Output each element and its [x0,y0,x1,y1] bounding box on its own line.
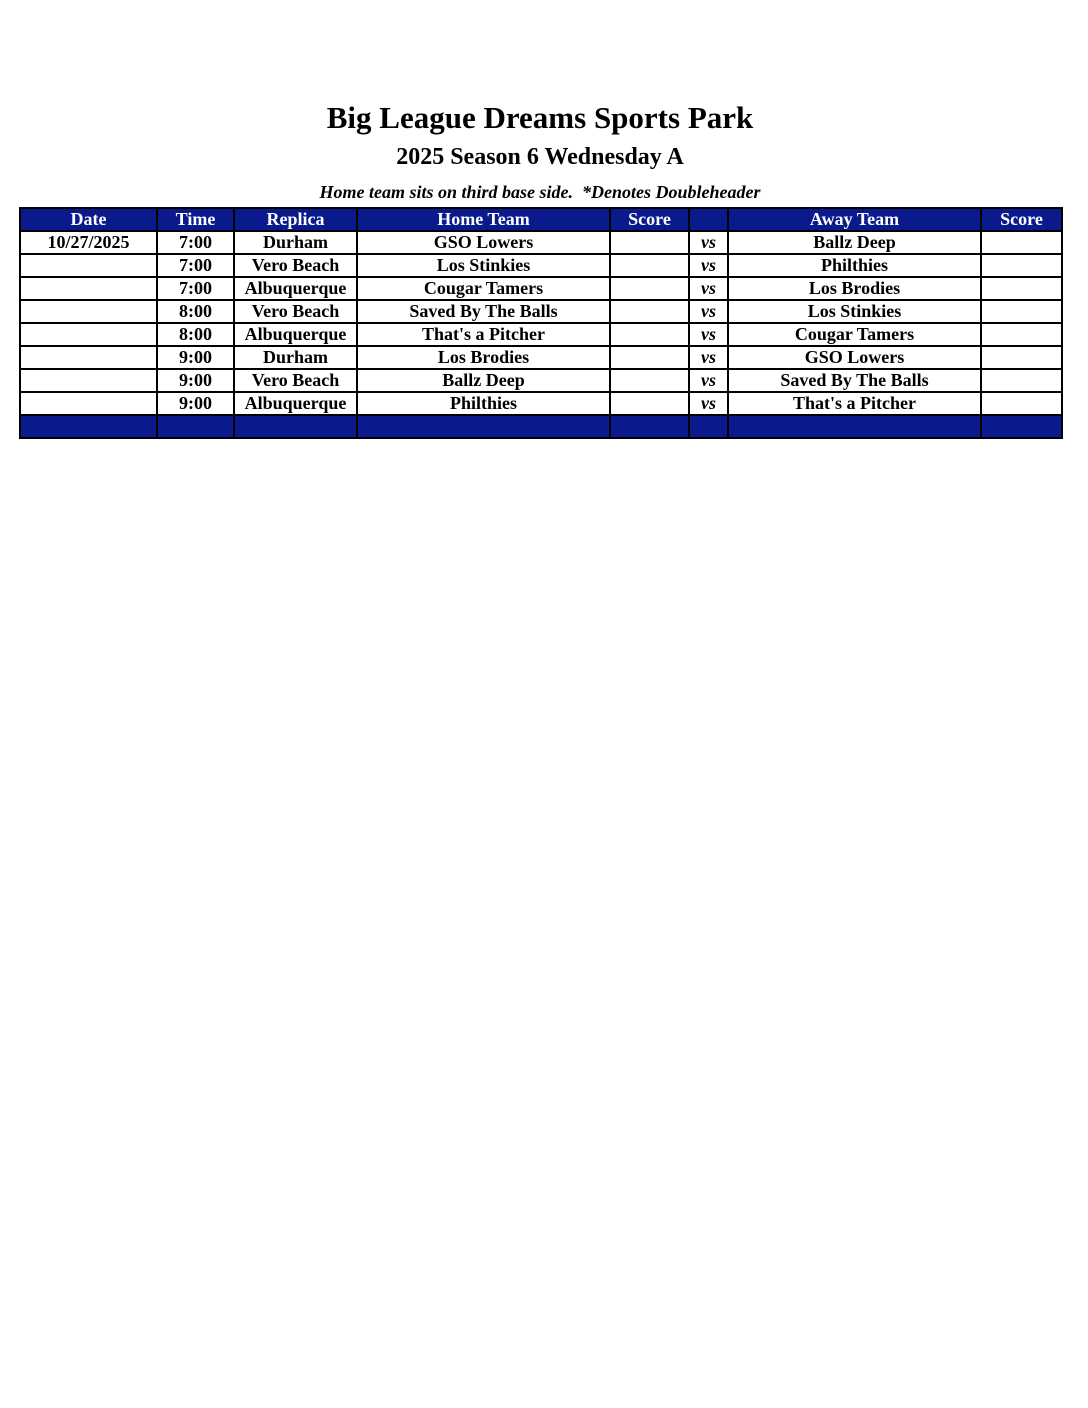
page-title: Big League Dreams Sports Park [326,100,754,135]
table-header-row [20,208,1062,231]
footer-cell [357,415,610,438]
home-team-cell: GSO Lowers [357,231,610,254]
time-cell: 7:00 [157,231,234,254]
away-score-cell [981,300,1062,323]
home-score-cell [610,323,689,346]
vs-cell: vs [689,323,728,346]
footer-cell [610,415,689,438]
table-row [20,323,1062,346]
vs-cell: vs [689,300,728,323]
footer-cell [689,415,728,438]
footer-cell [157,415,234,438]
away-score-cell [981,277,1062,300]
date-cell [20,277,157,300]
away-team-cell: That's a Pitcher [728,392,981,415]
replica-cell: Durham [234,346,357,369]
table-row [20,231,1062,254]
schedule-note: Home team sits on third base side. *Denotes Doubleheader [319,182,761,202]
date-cell [20,346,157,369]
column-header-home-team: Home Team [357,208,610,231]
column-header-home-score: Score [610,208,689,231]
column-header-vs [689,208,728,231]
replica-cell: Durham [234,231,357,254]
column-header-away-score: Score [981,208,1062,231]
away-score-cell [981,254,1062,277]
away-score-cell [981,346,1062,369]
date-cell: 10/27/2025 [20,231,157,254]
table-row [20,254,1062,277]
table-row [20,346,1062,369]
away-team-cell: Cougar Tamers [728,323,981,346]
footer-cell [234,415,357,438]
date-cell [20,392,157,415]
home-team-cell: Saved By The Balls [357,300,610,323]
away-team-cell: Los Stinkies [728,300,981,323]
schedule-table [19,207,1063,439]
home-score-cell [610,392,689,415]
time-cell: 9:00 [157,346,234,369]
replica-cell: Vero Beach [234,254,357,277]
vs-cell: vs [689,346,728,369]
table-row [20,392,1062,415]
table-row [20,300,1062,323]
footer-cell [728,415,981,438]
footer-cell [981,415,1062,438]
replica-cell: Vero Beach [234,369,357,392]
away-team-cell: Los Brodies [728,277,981,300]
vs-cell: vs [689,254,728,277]
replica-cell: Albuquerque [234,392,357,415]
home-team-cell: That's a Pitcher [357,323,610,346]
home-score-cell [610,300,689,323]
home-score-cell [610,277,689,300]
home-team-cell: Los Brodies [357,346,610,369]
replica-cell: Vero Beach [234,300,357,323]
home-score-cell [610,369,689,392]
home-score-cell [610,231,689,254]
away-team-cell: Saved By The Balls [728,369,981,392]
vs-cell: vs [689,392,728,415]
page-subtitle: 2025 Season 6 Wednesday A [396,144,684,170]
footer-cell [20,415,157,438]
vs-cell: vs [689,231,728,254]
date-cell [20,369,157,392]
column-header-away-team: Away Team [728,208,981,231]
vs-cell: vs [689,369,728,392]
date-cell [20,323,157,346]
away-team-cell: GSO Lowers [728,346,981,369]
away-score-cell [981,369,1062,392]
time-cell: 8:00 [157,323,234,346]
date-cell [20,254,157,277]
home-score-cell [610,254,689,277]
table-row [20,277,1062,300]
table-footer-row [20,415,1062,438]
replica-cell: Albuquerque [234,277,357,300]
home-team-cell: Ballz Deep [357,369,610,392]
away-score-cell [981,323,1062,346]
date-cell [20,300,157,323]
time-cell: 7:00 [157,277,234,300]
table-row [20,369,1062,392]
away-team-cell: Ballz Deep [728,231,981,254]
home-team-cell: Los Stinkies [357,254,610,277]
vs-cell: vs [689,277,728,300]
column-header-replica: Replica [234,208,357,231]
time-cell: 7:00 [157,254,234,277]
time-cell: 9:00 [157,392,234,415]
away-team-cell: Philthies [728,254,981,277]
column-header-date: Date [20,208,157,231]
time-cell: 8:00 [157,300,234,323]
home-team-cell: Cougar Tamers [357,277,610,300]
replica-cell: Albuquerque [234,323,357,346]
home-team-cell: Philthies [357,392,610,415]
away-score-cell [981,392,1062,415]
column-header-time: Time [157,208,234,231]
time-cell: 9:00 [157,369,234,392]
away-score-cell [981,231,1062,254]
home-score-cell [610,346,689,369]
